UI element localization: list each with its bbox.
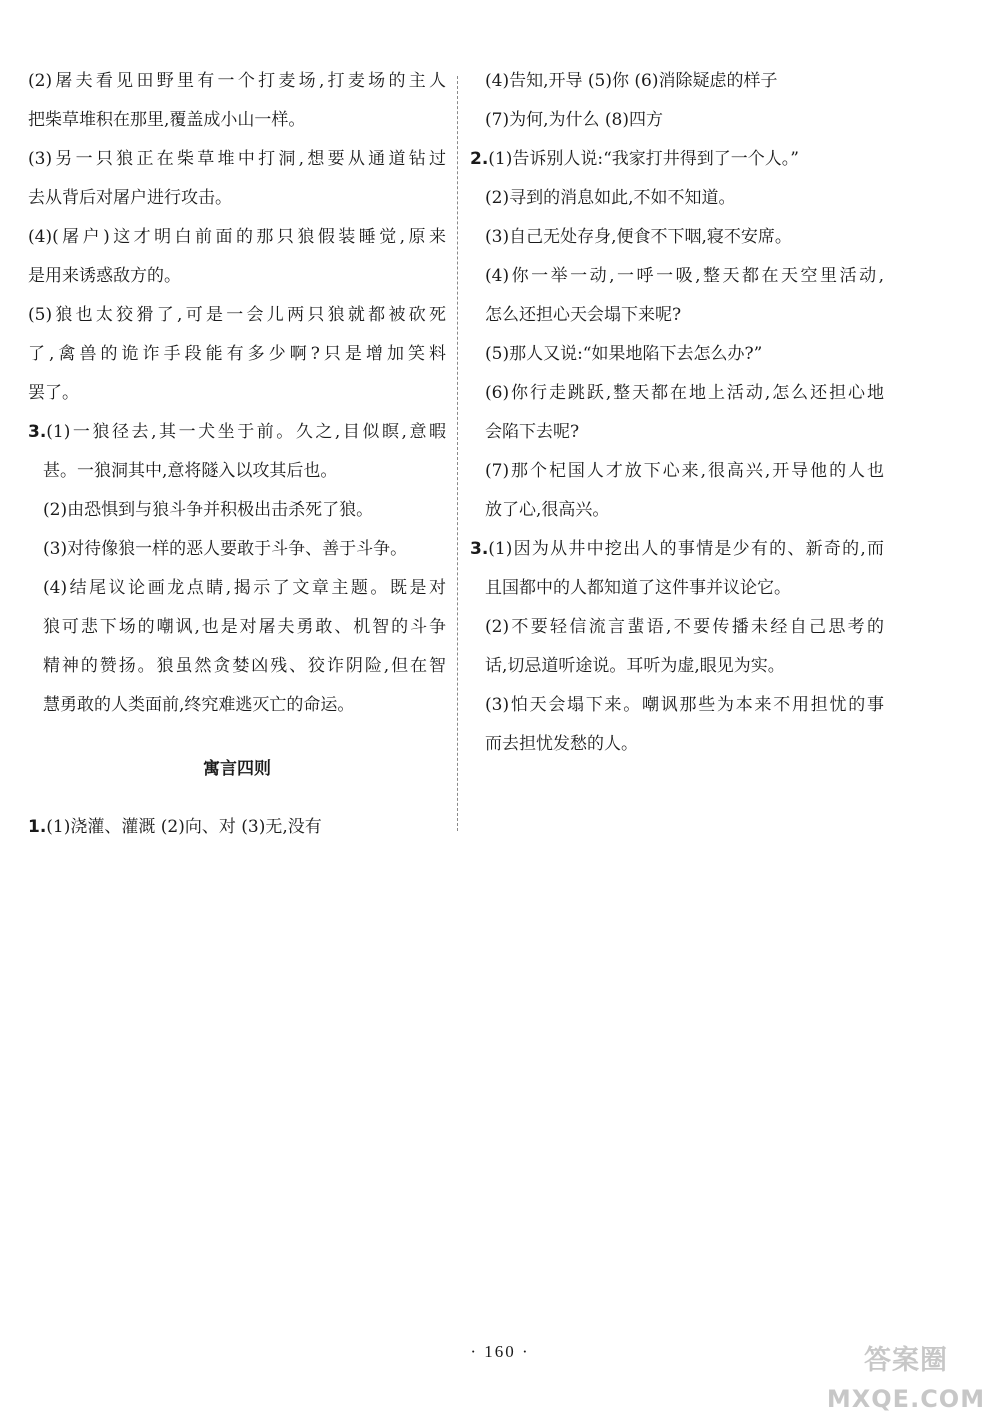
column-divider [457,76,458,831]
text-line: (3)另一只狼正在柴草堆中打洞,想要从通道钻过 [28,149,446,169]
text-line: 且国都中的人都知道了这件事并议论它。 [485,578,791,598]
right-column [470,62,884,764]
answer-text: (1)一狼径去,其一犬坐于前。久之,目似瞑,意暇 [46,422,446,442]
text-line: (2)寻到的消息如此,不如不知道。 [485,188,736,208]
text-line: 精神的赞扬。狼虽然贪婪凶残、狡诈阴险,但在智 [43,656,446,676]
answer-text: (1)告诉别人说:“我家打井得到了一个人。” [488,149,799,169]
question-3-line [470,530,884,569]
text-line: (2)不要轻信流言蜚语,不要传播未经自己思考的 [485,617,884,637]
text-line: (5)狼也太狡猾了,可是一会儿两只狼就都被砍死 [28,305,446,325]
question-number: 2. [470,149,489,169]
watermark-url: MXQE.COM [826,1385,986,1413]
text-line: (4)告知,开导 (5)你 (6)消除疑虑的样子 [485,71,778,91]
section-title: 寓言四则 [203,759,271,779]
left-column [28,62,446,847]
question-2-line [470,140,884,179]
text-line: (5)那人又说:“如果地陷下去怎么办?” [485,344,763,364]
text-line: (2)由恐惧到与狼斗争并积极出击杀死了狼。 [43,500,374,520]
answer-text: (1)浇灌、灌溉 (2)向、对 (3)无,没有 [46,817,322,837]
text-line: 放了心,很高兴。 [485,500,610,520]
text-line: (4)结尾议论画龙点睛,揭示了文章主题。既是对 [43,578,446,598]
text-line: (4)你一举一动,一呼一吸,整天都在天空里活动, [485,266,884,286]
text-line: (4)(屠户)这才明白前面的那只狼假装睡觉,原来 [28,227,446,247]
text-line: (3)怕天会塌下来。嘲讽那些为本来不用担忧的事 [485,695,884,715]
text-line: 是用来诱惑敌方的。 [28,266,181,286]
section-1-line [28,808,446,847]
text-line: 话,切忌道听途说。耳听为虚,眼见为实。 [485,656,785,676]
text-line: 会陷下去呢? [485,422,580,442]
text-line: (7)为何,为什么 (8)四方 [485,110,663,130]
question-number: 3. [28,422,47,442]
answer-text: (1)因为从井中挖出人的事情是少有的、新奇的,而 [488,539,884,559]
text-line: (6)你行走跳跃,整天都在地上活动,怎么还担心地 [485,383,884,403]
question-number: 1. [28,817,47,837]
text-line: 了,禽兽的诡诈手段能有多少啊?只是增加笑料 [28,344,446,364]
question-number: 3. [470,539,489,559]
text-line: 怎么还担心天会塌下来呢? [485,305,682,325]
text-line: 狼可悲下场的嘲讽,也是对屠夫勇敢、机智的斗争 [43,617,446,637]
text-line: (7)那个杞国人才放下心来,很高兴,开导他的人也 [485,461,884,481]
watermark-chars: 答案圈 [864,1345,948,1376]
text-line: 而去担忧发愁的人。 [485,734,638,754]
text-line: (3)对待像狼一样的恶人要敢于斗争、善于斗争。 [43,539,408,559]
question-3-line [28,413,446,452]
text-line: 去从背后对屠户进行攻击。 [28,188,232,208]
watermark-logo [820,1331,992,1417]
text-line: 慧勇敢的人类面前,终究难逃灭亡的命运。 [43,695,355,715]
text-line: (3)自己无处存身,便食不下咽,寝不安席。 [485,227,792,247]
text-line: (2)屠夫看见田野里有一个打麦场,打麦场的主人 [28,71,446,91]
text-line: 把柴草堆积在那里,覆盖成小山一样。 [28,110,306,130]
page-number: · 160 · [470,1342,530,1361]
text-line: 罢了。 [28,383,79,403]
text-line: 甚。一狼洞其中,意将隧入以攻其后也。 [43,461,338,481]
